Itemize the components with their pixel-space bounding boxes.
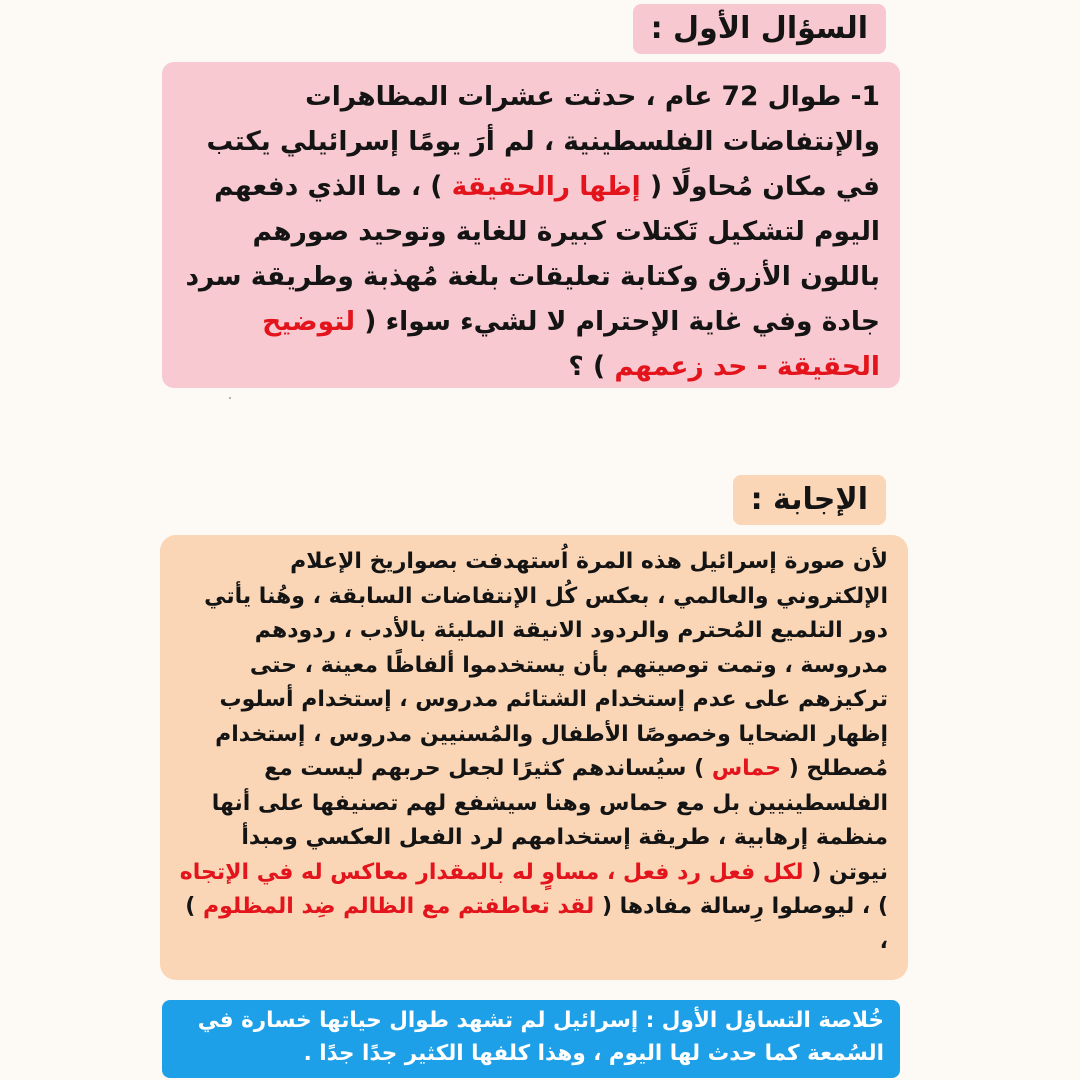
- question-highlight-2: لتوضيح الحقيقة - حد زعمهم: [262, 306, 880, 382]
- question-title: السؤال الأول :: [633, 4, 886, 54]
- answer-highlight-1: حماس: [711, 756, 782, 781]
- answer-highlight-3: لقد تعاطفتم مع الظالم ضِد المظلوم: [202, 894, 595, 919]
- answer-text-part-3: ) ، ليوصلوا رِسالة مفادها (: [594, 894, 888, 919]
- conclusion-box: [162, 1000, 900, 1078]
- question-text-part-1: 1- طوال 72 عام ، حدثت عشرات المظاهرات والإنتفاضات الفلسطينية ، لم أرَ يومًا إسرائيلي يكتب في مكان مُحاولًا (: [206, 81, 880, 202]
- answer-text-part-2: ) سيُساندهم كثيرًا لجعل حربهم ليست مع الفلسطينيين بل مع حماس وهنا سيشفع لهم تصنيفها على أنها منظمة إرهابية ، طريقة إستخدامهم لرد الفعل العكسي ومبدأ نيوتن (: [211, 756, 888, 885]
- conclusion-text: خُلاصة التساؤل الأول : إسرائيل لم تشهد طوال حياتها خسارة في السُمعة كما حدث لها اليوم ، وهذا كلفها الكثير جدًا جدًا .: [197, 1008, 884, 1066]
- question-box: [162, 62, 900, 388]
- answer-text-part-4: ) ،: [185, 894, 888, 954]
- answer-box: [160, 535, 908, 980]
- question-highlight-1: إظها رالحقيقة: [451, 171, 641, 202]
- question-text-part-2: ) ، ما الذي دفعهم اليوم لتشكيل تَكتلات كبيرة للغاية وتوحيد صورهم باللون الأزرق وكتابة تعليقات بلغة مُهذبة وطريقة سرد جادة وفي غاية الإحترام لا لشيء سواء (: [185, 171, 880, 337]
- answer-title: الإجابة :: [733, 475, 886, 525]
- answer-text-part-1: لأن صورة إسرائيل هذه المرة اُستهدفت بصواريخ الإعلام الإلكتروني والعالمي ، بعكس كُل الإنتفاضات السابقة ، وهُنا يأتي دور التلميع المُحترم والردود الانيقة المليئة بالأدب ، ردودهم مدروسة ، وتمت توصيتهم بأن يستخدموا ألفاظًا معينة ، حتى تركيزهم على عدم إستخدام الشتائم مدروس ، إستخدام أسلوب إظهار الضحايا وخصوصًا الأطفال والمُسنيين مدروس ، إستخدام مُصطلح (: [204, 549, 888, 781]
- decorative-dot: [229, 397, 231, 399]
- question-text-part-3: ) ؟: [568, 351, 615, 382]
- answer-highlight-2: لكل فعل رد فعل ، مساوٍ له بالمقدار معاكس له في الإتجاه: [179, 859, 804, 885]
